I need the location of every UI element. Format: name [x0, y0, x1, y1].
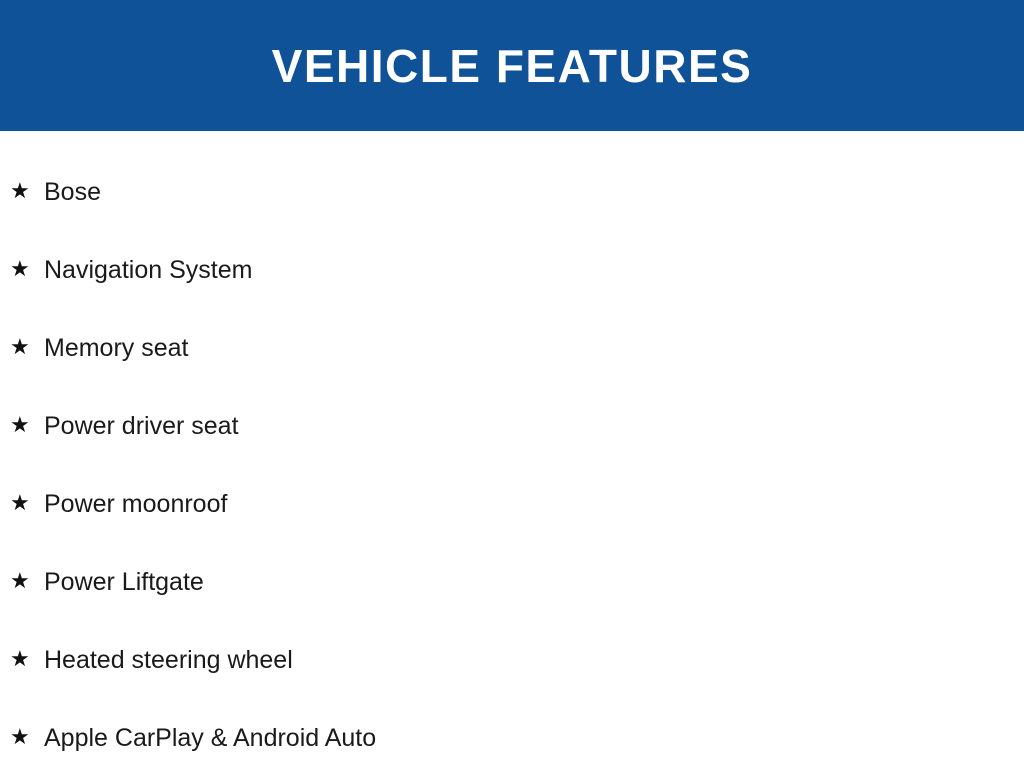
page-title: VEHICLE FEATURES: [271, 39, 753, 92]
feature-label: Navigation System: [44, 255, 253, 284]
feature-label: Power Liftgate: [44, 567, 204, 596]
feature-label: Bose: [44, 177, 101, 206]
feature-label: Memory seat: [44, 333, 189, 362]
star-icon: ★: [10, 257, 30, 282]
list-item: [0, 231, 1024, 309]
star-icon: ★: [10, 179, 30, 204]
star-icon: ★: [10, 413, 30, 438]
star-icon: ★: [10, 569, 30, 594]
star-icon: ★: [10, 491, 30, 516]
list-item: [0, 465, 1024, 543]
page-header-banner: [0, 0, 1024, 131]
feature-label: Power driver seat: [44, 411, 239, 440]
list-item: [0, 309, 1024, 387]
list-item: [0, 699, 1024, 777]
feature-label: Heated steering wheel: [44, 645, 293, 674]
list-item: [0, 153, 1024, 231]
list-item: [0, 543, 1024, 621]
star-icon: ★: [10, 335, 30, 360]
star-icon: ★: [10, 725, 30, 750]
star-icon: ★: [10, 647, 30, 672]
list-item: [0, 387, 1024, 465]
vehicle-features-list: [0, 131, 1024, 777]
list-item: [0, 621, 1024, 699]
feature-label: Apple CarPlay & Android Auto: [44, 723, 377, 752]
feature-label: Power moonroof: [44, 489, 228, 518]
